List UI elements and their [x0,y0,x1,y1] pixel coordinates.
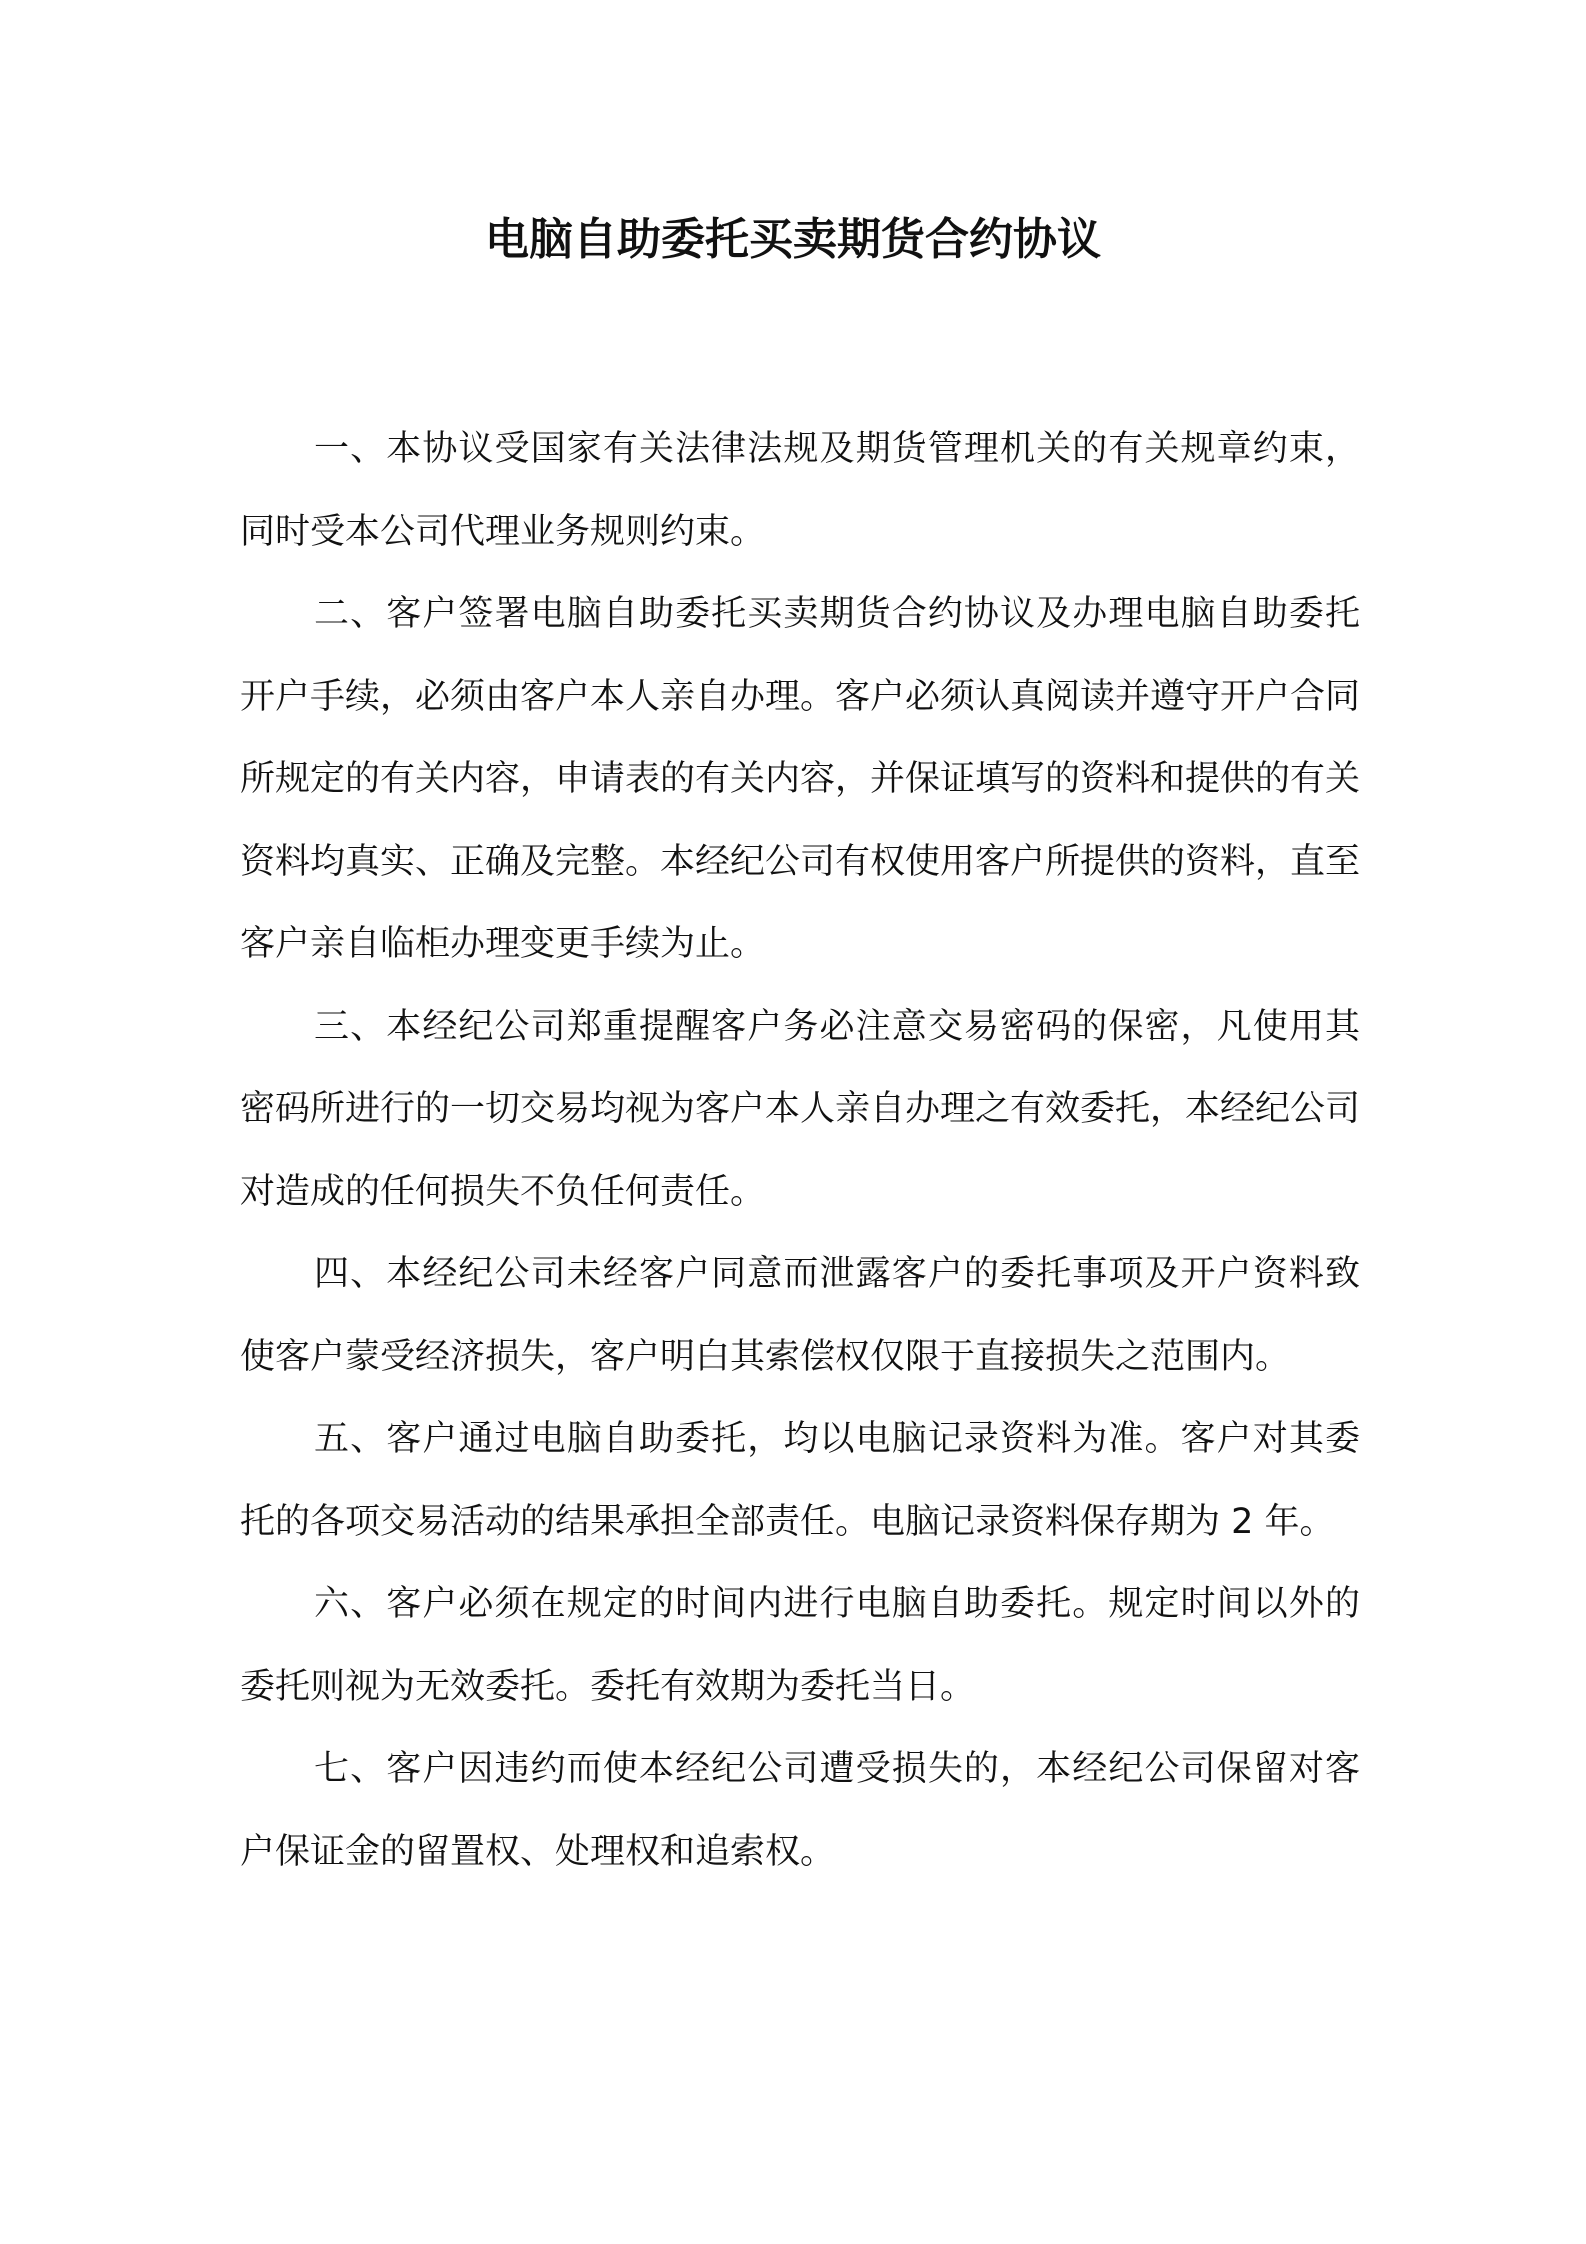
clause-4: 四、本经纪公司未经客户同意而泄露客户的委托事项及开户资料致使客户蒙受经济损失，客户明白其索偿权仅限于直接损失之范围内。 [240,1254,1360,1377]
clause-7: 七、客户因违约而使本经纪公司遭受损失的，本经纪公司保留对客户保证金的留置权、处理权和追索权。 [240,1749,1360,1872]
clause-3: 三、本经纪公司郑重提醒客户务必注意交易密码的保密，凡使用其密码所进行的一切交易均视为客户本人亲自办理之有效委托，本经纪公司对造成的任何损失不负任何责任。 [240,1006,1361,1212]
document-title: 电脑自助委托买卖期货合约协议 [485,214,1101,265]
clause-2: 二、客户签署电脑自助委托买卖期货合约协议及办理电脑自助委托开户手续，必须由客户本人亲自办理。客户必须认真阅读并遵守开户合同所规定的有关内容，申请表的有关内容，并保证填写的资料和提供的有关资料均真实、正确及完整。本经纪公司有权使用客户所提供的资料，直至客户亲自临柜办理变更手续为止。 [240,594,1361,964]
clause-1: 一、本协议受国家有关法律法规及期货管理机关的有关规章约束，同时受本公司代理业务规则约束。 [240,429,1360,552]
document-body [240,408,1360,1893]
clause-5: 五、客户通过电脑自助委托，均以电脑记录资料为准。客户对其委托的各项交易活动的结果承担全部责任。电脑记录资料保存期为 2 年。 [240,1419,1360,1542]
clause-6: 六、客户必须在规定的时间内进行电脑自助委托。规定时间以外的委托则视为无效委托。委托有效期为委托当日。 [240,1584,1360,1707]
